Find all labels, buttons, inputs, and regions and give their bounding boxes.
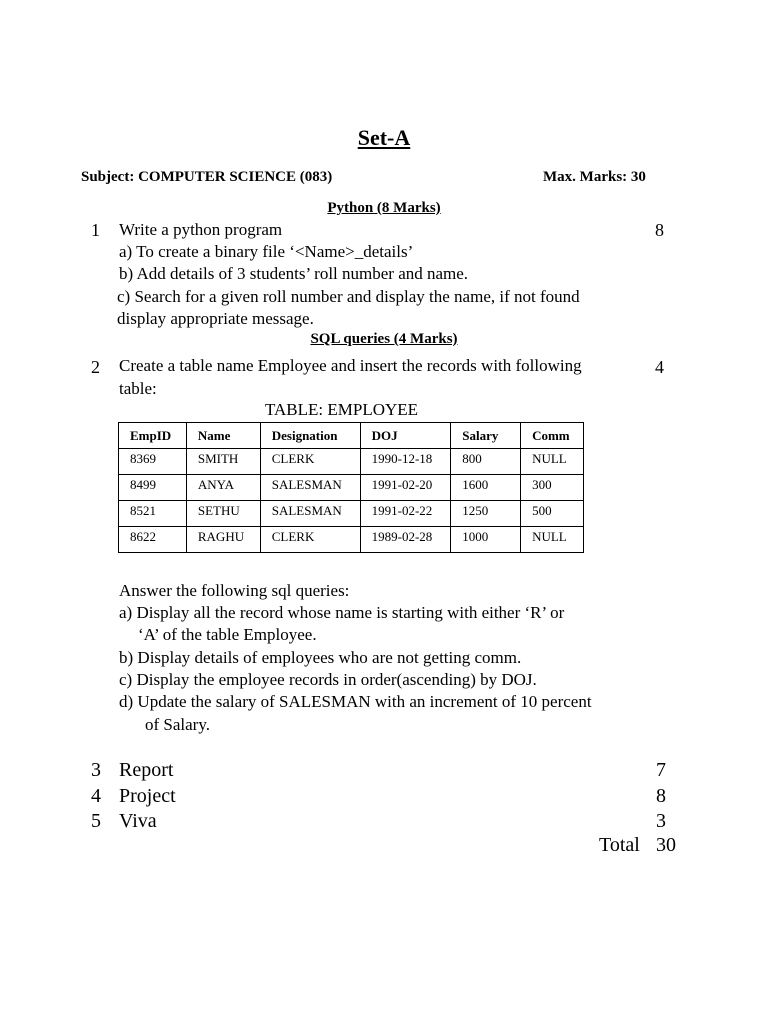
table-cell: 8369 — [119, 449, 187, 475]
table-cell: 1991-02-22 — [360, 501, 451, 527]
subject-line: Subject: COMPUTER SCIENCE (083) — [81, 169, 333, 185]
table-header-cell: DOJ — [360, 423, 451, 449]
question-1-number: 1 — [91, 220, 100, 240]
page-title: Set-A — [357, 125, 411, 150]
table-row — [119, 475, 584, 501]
answer-intro: Answer the following sql queries: — [119, 581, 350, 600]
table-cell: 1000 — [451, 527, 521, 553]
table-cell: 1991-02-20 — [360, 475, 451, 501]
item-5-label: Viva — [119, 810, 157, 832]
item-5-marks: 3 — [656, 810, 666, 832]
item-4-marks: 8 — [656, 785, 666, 807]
table-cell: 8499 — [119, 475, 187, 501]
total-label: Total — [599, 834, 640, 856]
q2-line-2: table: — [119, 379, 157, 398]
table-cell: NULL — [521, 449, 584, 475]
employee-table — [118, 422, 584, 553]
item-5-number: 5 — [91, 810, 101, 832]
table-header-row — [119, 423, 584, 449]
table-row — [119, 527, 584, 553]
table-cell: SALESMAN — [260, 501, 360, 527]
table-cell: CLERK — [260, 527, 360, 553]
table-caption: TABLE: EMPLOYEE — [265, 400, 419, 419]
sql-section-heading: SQL queries (4 Marks) — [310, 331, 458, 347]
q1-line-5: display appropriate message. — [117, 309, 314, 328]
table-cell: ANYA — [186, 475, 260, 501]
table-header-cell: Comm — [521, 423, 584, 449]
table-cell: SMITH — [186, 449, 260, 475]
question-1-marks: 8 — [655, 220, 664, 240]
query-c: c) Display the employee records in order(ascending) by DOJ. — [119, 670, 537, 689]
table-cell: CLERK — [260, 449, 360, 475]
max-marks: Max. Marks: 30 — [543, 169, 646, 185]
q1-line-3: b) Add details of 3 students’ roll number and name. — [119, 264, 469, 283]
table-cell: 8622 — [119, 527, 187, 553]
item-3-marks: 7 — [656, 759, 666, 781]
query-b: b) Display details of employees who are not getting comm. — [119, 648, 522, 667]
item-4-label: Project — [119, 785, 176, 807]
table-cell: SETHU — [186, 501, 260, 527]
query-d-line-1: d) Update the salary of SALESMAN with an increment of 10 percent — [119, 692, 592, 711]
total-value: 30 — [656, 834, 676, 856]
table-cell: 300 — [521, 475, 584, 501]
table-header-cell: Salary — [451, 423, 521, 449]
table-cell: 800 — [451, 449, 521, 475]
table-cell: 500 — [521, 501, 584, 527]
q1-line-1: Write a python program — [119, 220, 283, 239]
q2-line-1: Create a table name Employee and insert the records with following — [119, 356, 582, 375]
query-a-line-1: a) Display all the record whose name is starting with either ‘R’ or — [119, 603, 565, 622]
q1-line-2: a) To create a binary file ‘<Name>_details’ — [119, 242, 414, 261]
question-2-number: 2 — [91, 357, 100, 377]
table-cell: 1250 — [451, 501, 521, 527]
table-cell: NULL — [521, 527, 584, 553]
q1-line-4: c) Search for a given roll number and display the name, if not found — [117, 287, 580, 306]
question-2-marks: 4 — [655, 357, 664, 377]
table-cell: SALESMAN — [260, 475, 360, 501]
item-3-number: 3 — [91, 759, 101, 781]
query-a-line-2: ‘A’ of the table Employee. — [138, 625, 317, 644]
table-row — [119, 449, 584, 475]
query-d-line-2: of Salary. — [145, 715, 210, 734]
table-cell: 1989-02-28 — [360, 527, 451, 553]
table-cell: 1990-12-18 — [360, 449, 451, 475]
table-row — [119, 501, 584, 527]
table-cell: 1600 — [451, 475, 521, 501]
table-header-cell: Designation — [260, 423, 360, 449]
item-3-label: Report — [119, 759, 174, 781]
table-header-cell: Name — [186, 423, 260, 449]
item-4-number: 4 — [91, 785, 101, 807]
table-cell: 8521 — [119, 501, 187, 527]
table-cell: RAGHU — [186, 527, 260, 553]
python-section-heading: Python (8 Marks) — [327, 200, 441, 216]
table-header-cell: EmpID — [119, 423, 187, 449]
